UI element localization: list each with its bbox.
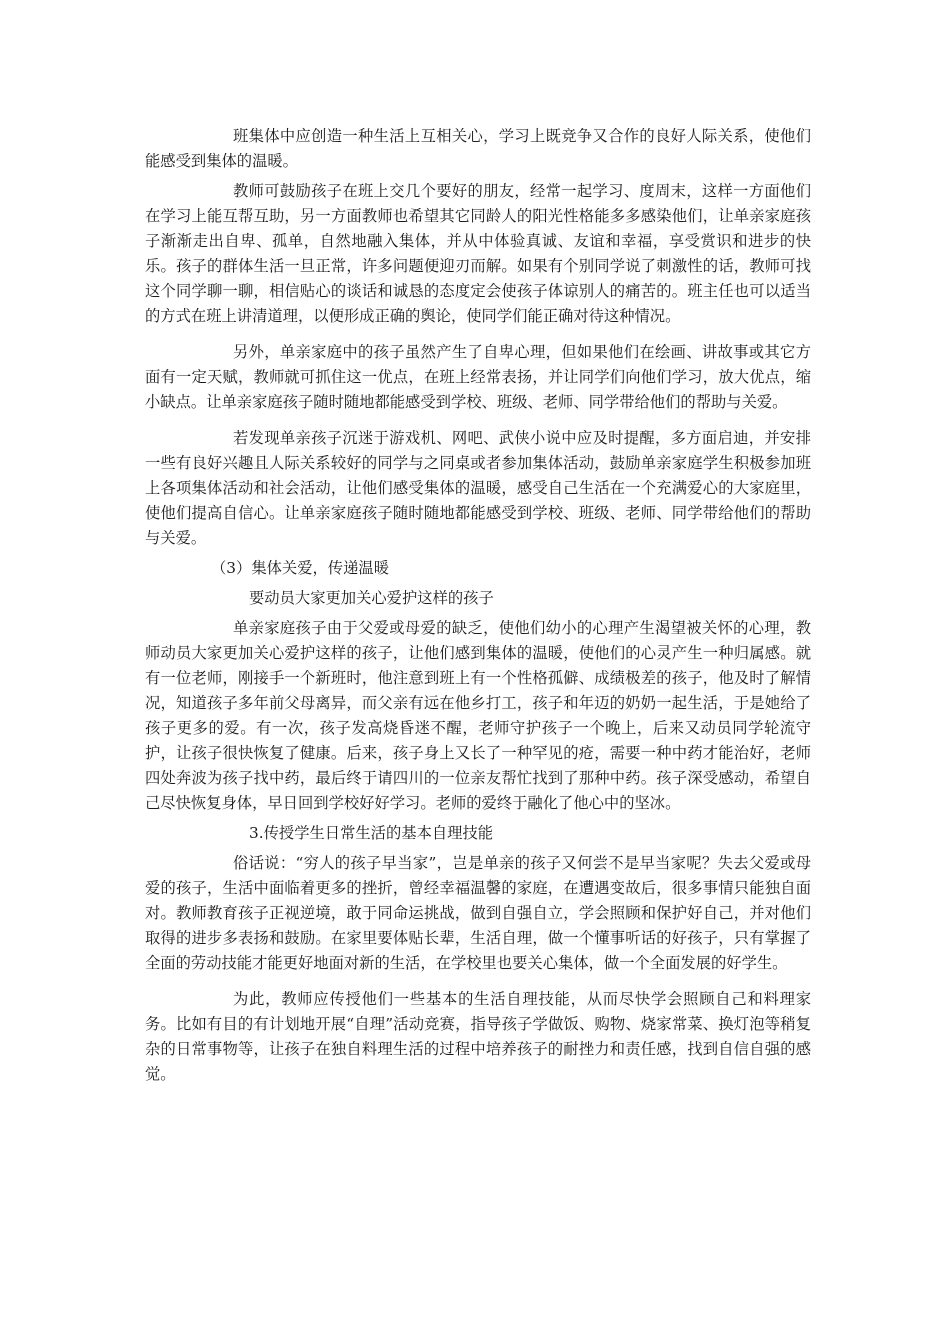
section-heading-self-care-skills: 3.传授学生日常生活的基本自理技能 (249, 824, 494, 842)
subheading-mobilize: 要动员大家更加关心爱护这样的孩子 (249, 589, 494, 607)
paragraph-games-reminder: 若发现单亲孩子沉迷于游戏机、网吧、武侠小说中应及时提醒，多方面启迪，并安排一些有良好兴趣且人际关系较好的同学与之同桌或者参加集体活动，鼓励单亲家庭学生积极参加班上各项集体活动和社会活动，让他们感受集体的温暖，感受自己生活在一个充满爱心的大家庭里，使他们提高自信心。让单亲家庭孩子随时随地都能感受到学校、班级、老师、同学带给他们的帮助与关爱。 (145, 429, 811, 547)
paragraph-teacher-story: 单亲家庭孩子由于父爱或母爱的缺乏，使他们幼小的心理产生渴望被关怀的心理，教师动员大家更加关心爱护这样的孩子，让他们感到集体的温暖，使他们的心灵产生一种归属感。就有一位老师，刚接手一个新班时，他注意到班上有一个性格孤僻、成绩极差的孩子，他及时了解情况，知道孩子多年前父母离异，而父亲有远在他乡打工，孩子和年迈的奶奶一起生活，于是她给了孩子更多的爱。有一次，孩子发高烧昏迷不醒，老师守护孩子一个晚上，后来又动员同学轮流守护，让孩子很快恢复了健康。后来，孩子身上又长了一种罕见的疮，需要一种中药才能治好，老师四处奔波为孩子找中药，最后终于请四川的一位亲友帮忙找到了那种中药。孩子深受感动，希望自己尽快恢复身体，早日回到学校好好学习。老师的爱终于融化了他心中的坚冰。 (145, 619, 811, 812)
section-heading-collective-care: （3）集体关爱，传递温暖 (211, 559, 389, 577)
paragraph-collective-relations: 班集体中应创造一种生活上互相关心，学习上既竞争又合作的良好人际关系，使他们能感受到集体的温暖。 (145, 127, 811, 170)
paragraph-proverb: 俗话说：“穷人的孩子早当家”，岂是单亲的孩子又何尝不是早当家呢？失去父爱或母爱的孩子，生活中面临着更多的挫折，曾经幸福温馨的家庭，在遭遇变故后，很多事情只能独自面对。教师教育孩子正视逆境，敢于同命运挑战，做到自强自立，学会照顾和保护好自己，并对他们取得的进步多表扬和鼓励。在家里要体贴长辈，生活自理，做一个懂事听话的好孩子，只有掌握了全面的劳动技能才能更好地面对新的生活，在学校里也要关心集体，做一个全面发展的好学生。 (145, 854, 811, 972)
paragraph-skills-training: 为此，教师应传授他们一些基本的生活自理技能，从而尽快学会照顾自己和料理家务。比如有目的有计划地开展“自理”活动竞赛，指导孩子学做饭、购物、烧家常菜、换灯泡等稍复杂的日常事物等，让孩子在独自料理生活的过程中培养孩子的耐挫力和责任感，找到自信自强的感觉。 (145, 990, 811, 1083)
paragraph-encourage-friends: 教师可鼓励孩子在班上交几个要好的朋友，经常一起学习、度周末，这样一方面他们在学习上能互帮互助，另一方面教师也希望其它同龄人的阳光性格能多多感染他们，让单亲家庭孩子渐渐走出自卑、孤单，自然地融入集体，并从中体验真诚、友谊和幸福，享受赏识和进步的快乐。孩子的群体生活一旦正常，许多问题便迎刃而解。如果有个别同学说了刺激性的话，教师可找这个同学聊一聊，相信贴心的谈话和诚恳的态度定会使孩子体谅别人的痛苦的。班主任也可以适当的方式在班上讲清道理，以便形成正确的舆论，使同学们能正确对待这种情况。 (145, 182, 811, 325)
document-body (145, 124, 811, 1087)
paragraph-talent-praise: 另外，单亲家庭中的孩子虽然产生了自卑心理，但如果他们在绘画、讲故事或其它方面有一定天赋，教师就可抓住这一优点，在班上经常表扬，并让同学们向他们学习，放大优点，缩小缺点。让单亲家庭孩子随时随地都能感受到学校、班级、老师、同学带给他们的帮助与关爱。 (145, 343, 811, 411)
